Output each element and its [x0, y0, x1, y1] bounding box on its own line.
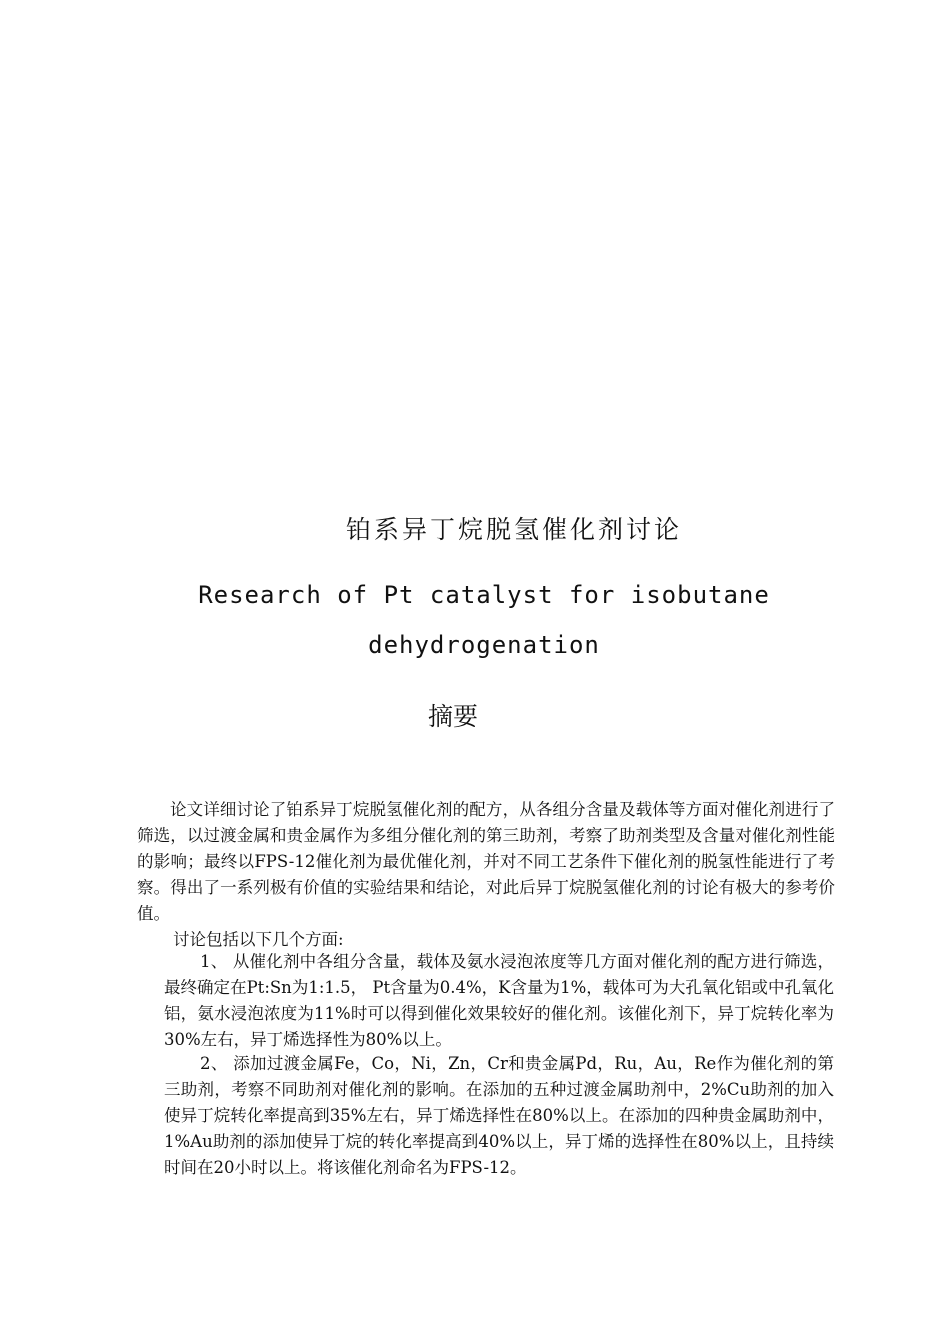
discussion-lead-paragraph: 讨论包括以下几个方面:: [173, 930, 344, 949]
page-title-chinese: 铂系异丁烷脱氢催化剂讨论: [345, 515, 682, 544]
abstract-paragraph: 论文详细讨论了铂系异丁烷脱氢催化剂的配方，从各组分含量及载体等方面对催化剂进行了筛选，以过渡金属和贵金属作为多组分催化剂的第三助剂，考察了助剂类型及含量对催化剂性能的影响；最终以FPS-12催化剂为最优催化剂，并对不同工艺条件下催化剂的脱氢性能进行了考察。得出了一系列极有价值的实验结果和结论，对此后异丁烷脱氢催化剂的讨论有极大的参考价值。: [137, 800, 835, 923]
page-title-english: Research of Pt catalyst for isobutane dehydrogenation: [198, 581, 770, 659]
abstract-heading: 摘要: [427, 702, 478, 731]
discussion-item-1: 1、 从催化剂中各组分含量，载体及氨水浸泡浓度等几方面对催化剂的配方进行筛选，最终确定在Pt:Sn为1:1.5， Pt含量为0.4%，K含量为1%，载体可为大孔氧化铝或中孔氧化铝，氨水浸泡浓度为11%时可以得到催化效果较好的催化剂。该催化剂下，异丁烷转化率为30%左右，异丁烯选择性为80%以上。: [164, 952, 834, 1049]
discussion-item-2: 2、 添加过渡金属Fe，Co，Ni，Zn，Cr和贵金属Pd，Ru，Au，Re作为催化剂的第三助剂，考察不同助剂对催化剂的影响。在添加的五种过渡金属助剂中，2%Cu助剂的加入使异丁烷转化率提高到35%左右，异丁烯选择性在80%以上。在添加的四种贵金属助剂中，1%Au助剂的添加使异丁烷的转化率提高到40%以上，异丁烯的选择性在80%以上，且持续时间在20小时以上。将该催化剂命名为FPS-12。: [164, 1054, 834, 1177]
